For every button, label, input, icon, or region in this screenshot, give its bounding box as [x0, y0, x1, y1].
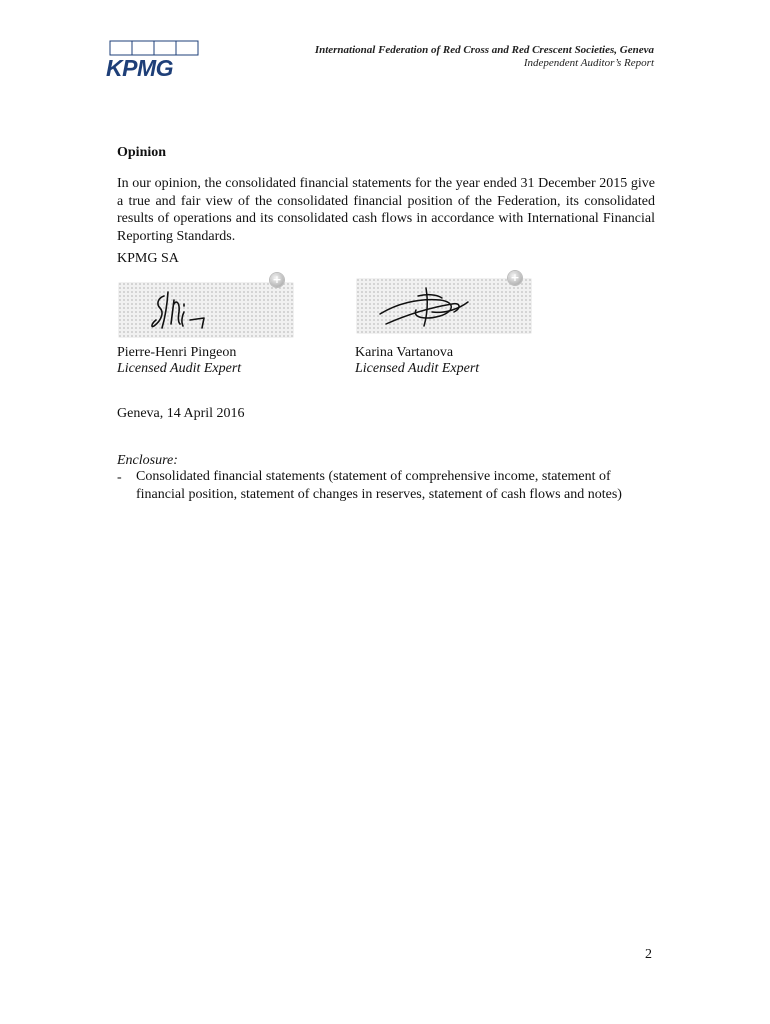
enclosure-bullet: -: [117, 470, 122, 485]
signature-2-handwriting: [356, 278, 532, 334]
signatory-1-title: Licensed Audit Expert: [117, 361, 242, 376]
plus-circle-icon[interactable]: +: [508, 271, 522, 285]
kpmg-logo: [104, 40, 204, 80]
signature-field-1[interactable]: [118, 282, 294, 338]
opinion-paragraph: In our opinion, the consolidated financial statements for the year ended 31 December 2015 give a true and fair view of the consolidated financial position of the Federation, its consolidated results of operations and its consolidated cash flows in accordance with International Financial Reporting Standards.: [117, 176, 655, 244]
plus-circle-icon[interactable]: +: [270, 273, 284, 287]
signature-field-2[interactable]: [356, 278, 532, 334]
signatory-2-name: Karina Vartanova: [355, 345, 454, 360]
report-type-header: Independent Auditor’s Report: [523, 57, 654, 69]
signatory-1-name: Pierre-Henri Pingeon: [117, 345, 237, 360]
enclosure-item: Consolidated financial statements (statement of comprehensive income, statement of financial position, statement of changes in reserves, statement of cash flows and notes): [136, 469, 622, 502]
signatory-2-title: Licensed Audit Expert: [355, 361, 480, 376]
enclosure-label: Enclosure:: [117, 453, 178, 468]
opinion-heading: Opinion: [117, 145, 167, 160]
page-number: 2: [645, 947, 652, 962]
report-entity-header: International Federation of Red Cross and Red Crescent Societies, Geneva: [314, 44, 654, 56]
firm-name: KPMG SA: [117, 251, 179, 266]
signature-1-handwriting: [118, 282, 294, 338]
place-and-date: Geneva, 14 April 2016: [117, 406, 245, 421]
svg-text:KPMG: KPMG: [106, 55, 173, 80]
